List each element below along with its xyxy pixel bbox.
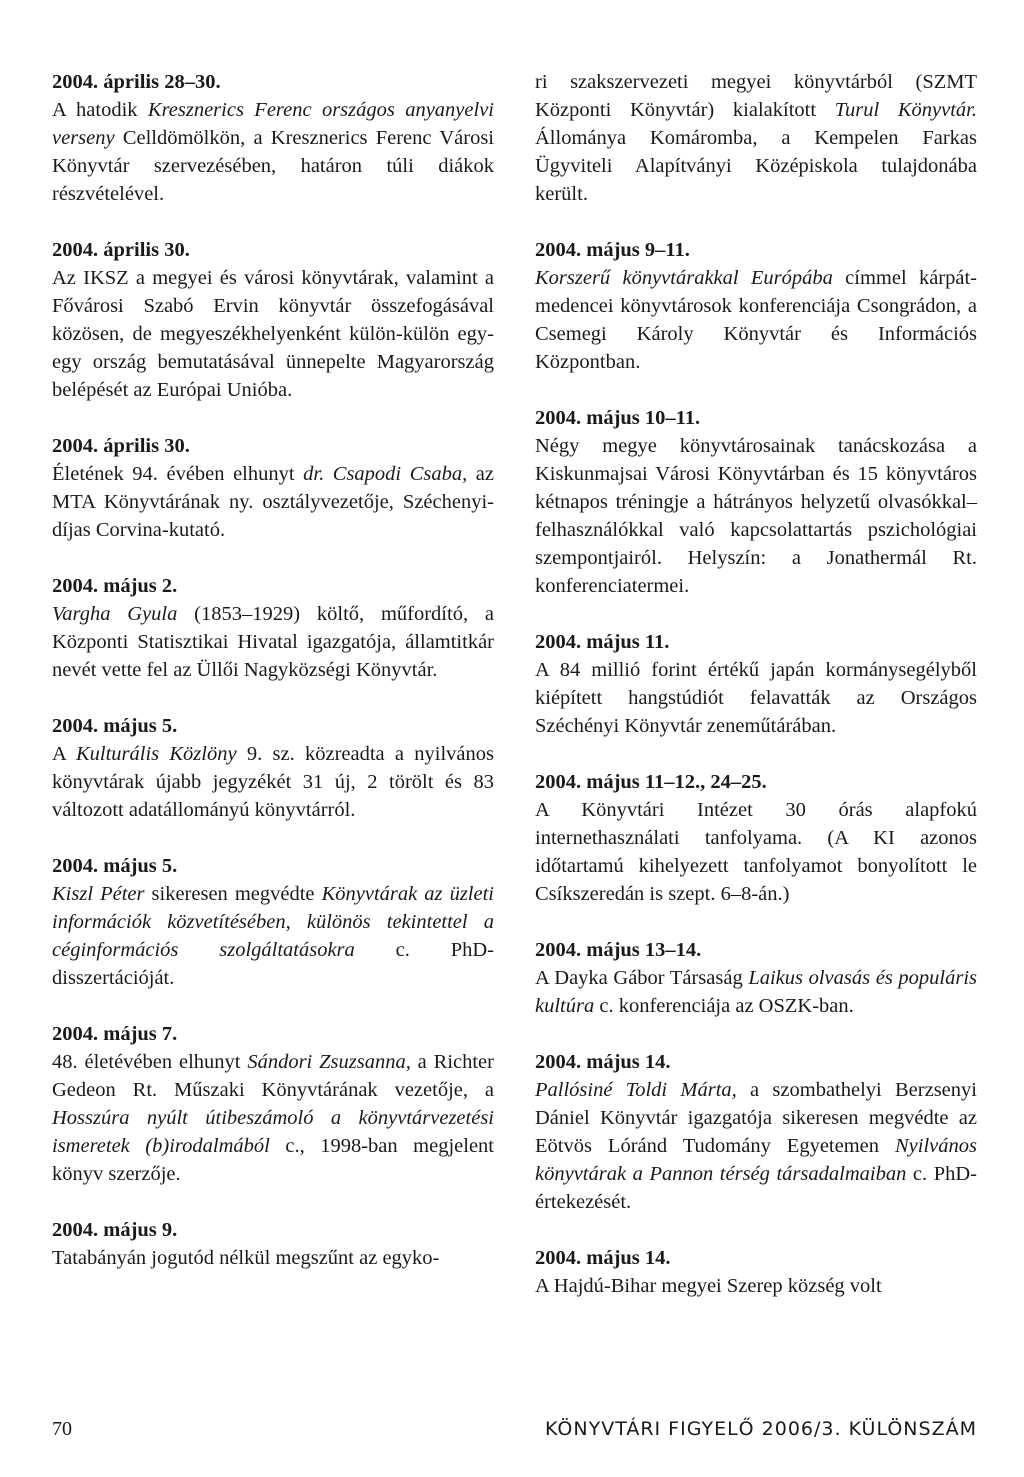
entry-date: 2004. május 9–11. (535, 239, 690, 261)
italic-title: Turul Könyvtár. (834, 99, 977, 121)
entry-date: 2004. május 11. (535, 631, 670, 653)
text-run: Tatabányán jogutód nélkül megszűnt az egyko- (52, 1247, 440, 1269)
text-run: a szombathelyi Berzsenyi Dániel Könyvtár igazgatója sikeresen megvédte az Eötvös Lóránd Tudomány Egyetemen (535, 1079, 977, 1157)
italic-title: Nyilvános könyvtárak a Pannon térség társadalmaiban (535, 1135, 977, 1185)
entry-date: 2004. április 30. (52, 239, 190, 261)
entry-text (535, 656, 977, 740)
text-run: Az IKSZ a megyei és városi könyvtárak, valamint a Fővárosi Szabó Ervin könyvtár összefogásával közösen, de megyeszékhelyenként külön-külön egy-egy ország bemutatásával ünnepelte Magyarország belépését az Európai Unióba. (52, 267, 494, 401)
chronology-entry (52, 236, 494, 404)
text-run: A 84 millió forint értékű japán kormánysegélyből kiépített hangstúdiót felavatták az Országos Széchényi Könyvtár zeneműtárában. (535, 659, 977, 737)
text-run: Celldömölkön, a Kresznerics Ferenc Városi Könyvtár szervezésében, határon túli diákok részvételével. (52, 127, 494, 205)
italic-title: Hosszúra nyúlt útibeszámoló a könyvtárvezetési ismeretek (b)irodalmából (52, 1107, 494, 1157)
text-run: A Hajdú-Bihar megyei Szerep község volt (535, 1275, 882, 1297)
entry-text (535, 964, 977, 1020)
entry-text (535, 432, 977, 600)
text-run: Négy megye könyvtárosainak tanácskozása a Kiskunmajsai Városi Könyvtárban és 15 könyvtáros kétnapos tréningje a hátrányos helyzetű olvasókkal–felhasználókkal való kapcsolattartás pszichológiai szempontjairól. Helyszín: a Jonathermál Rt. konferenciatermei. (535, 435, 977, 597)
entry-text (535, 1272, 977, 1300)
chronology-entry (52, 1216, 494, 1272)
entry-date: 2004. május 5. (52, 855, 178, 877)
entry-date: 2004. május 14. (535, 1051, 671, 1073)
chronology-entry (535, 68, 977, 208)
text-run: címmel kárpát-medencei könyvtárosok konferenciája Csongrádon, a Csemegi Károly Könyvtár és Információs Központban. (535, 267, 978, 373)
entry-text (52, 1244, 494, 1272)
chronology-entry (535, 236, 977, 376)
chronology-entry (535, 1244, 977, 1300)
text-run: a Richter Gedeon Rt. Műszaki Könyvtárának vezetője, a (52, 1051, 494, 1101)
italic-title: Kresznerics Ferenc országos anyanyelvi verseny (52, 99, 494, 149)
italic-title: Korszerű könyvtárakkal Európába (535, 267, 833, 289)
page-number: 70 (52, 1418, 72, 1440)
entry-date: 2004. május 13–14. (535, 939, 702, 961)
text-run: c. konferenciája az OSZK-ban. (594, 995, 854, 1017)
left-column (52, 68, 494, 1300)
right-column (535, 68, 977, 1328)
italic-title: Kiszl Péter (52, 883, 145, 905)
entry-date: 2004. május 14. (535, 1247, 671, 1269)
chronology-entry (52, 432, 494, 544)
italic-title: Kulturális Közlöny (75, 743, 237, 765)
text-run: 9. sz. közreadta a nyilvános könyvtárak újabb jegyzékét 31 új, 2 törölt és 83 változott adatállományú könyvtárról. (52, 743, 495, 821)
chronology-entry (535, 768, 977, 908)
entry-text (52, 880, 494, 992)
text-run: az MTA Könyvtárának ny. osztályvezetője, Széchenyi-díjas Corvina-kutató. (52, 463, 494, 541)
entry-date: 2004. május 2. (52, 575, 178, 597)
text-run: A hatodik (52, 99, 148, 121)
italic-title: Könyvtárak az üzleti információk közvetítésében, különös tekintettel a céginformációs szolgáltatásokra (52, 883, 494, 961)
entry-text (535, 68, 977, 208)
chronology-entry (535, 404, 977, 600)
entry-date: 2004. május 5. (52, 715, 178, 737)
entry-text (52, 96, 494, 208)
journal-title: KÖNYVTÁRI FIGYELŐ 2006/3. KÜLÖNSZÁM (545, 1418, 977, 1440)
chronology-entry (52, 68, 494, 208)
text-run: ri szakszervezeti megyei könyvtárból (SZMT Központi Könyvtár) kialakított (535, 71, 977, 121)
text-run: c. PhD-disszertációját. (52, 939, 495, 989)
entry-date: 2004. május 7. (52, 1023, 178, 1045)
text-run: A Könyvtári Intézet 30 órás alapfokú internethasználati tanfolyama. (A KI azonos időtartamú kihelyezett tanfolyamot bonyolított le Csíkszeredán is szept. 6–8-án.) (535, 799, 977, 905)
text-run: A Dayka Gábor Társaság (535, 967, 749, 989)
chronology-entry (535, 1048, 977, 1216)
italic-title: Laikus olvasás és populáris kultúra (535, 967, 977, 1017)
italic-title: Vargha Gyula (52, 603, 178, 625)
italic-title: dr. Csapodi Csaba, (303, 463, 468, 485)
entry-text (52, 460, 494, 544)
entry-date: 2004. május 9. (52, 1219, 178, 1241)
text-run: 48. életévében elhunyt (52, 1051, 248, 1073)
entry-text (535, 1076, 977, 1216)
entry-text (52, 1048, 494, 1188)
chronology-entry (535, 628, 977, 740)
text-run: Életének 94. évében elhunyt (52, 463, 304, 485)
chronology-entry (52, 712, 494, 824)
text-run: c. PhD-értekezését. (535, 1163, 977, 1213)
entry-text (535, 796, 977, 908)
italic-title: Sándori Zsuzsanna, (247, 1051, 411, 1073)
chronology-entry (52, 572, 494, 684)
chronology-entry (52, 1020, 494, 1188)
entry-date: 2004. május 10–11. (535, 407, 701, 429)
text-run: sikeresen megvédte (144, 883, 322, 905)
page-footer (52, 1418, 977, 1448)
chronology-entry (535, 936, 977, 1020)
entry-text (52, 600, 494, 684)
text-run: Állománya Komáromba, a Kempelen Farkas Ügyviteli Alapítványi Középiskola tulajdonába került. (535, 127, 977, 205)
entry-text (52, 740, 494, 824)
entry-date: 2004. május 11–12., 24–25. (535, 771, 767, 793)
text-run: (1853–1929) költő, műfordító, a Központi Statisztikai Hivatal igazgatója, államtitkár nevét vette fel az Üllői Nagyközségi Könyvtár. (52, 603, 494, 681)
italic-title: Pallósiné Toldi Márta, (535, 1079, 737, 1101)
entry-date: 2004. április 30. (52, 435, 190, 457)
text-run: A (52, 743, 76, 765)
chronology-entry (52, 852, 494, 992)
entry-date: 2004. április 28–30. (52, 71, 221, 93)
entry-text (535, 264, 977, 376)
entry-text (52, 264, 494, 404)
text-run: c., 1998-ban megjelent könyv szerzője. (52, 1135, 494, 1185)
